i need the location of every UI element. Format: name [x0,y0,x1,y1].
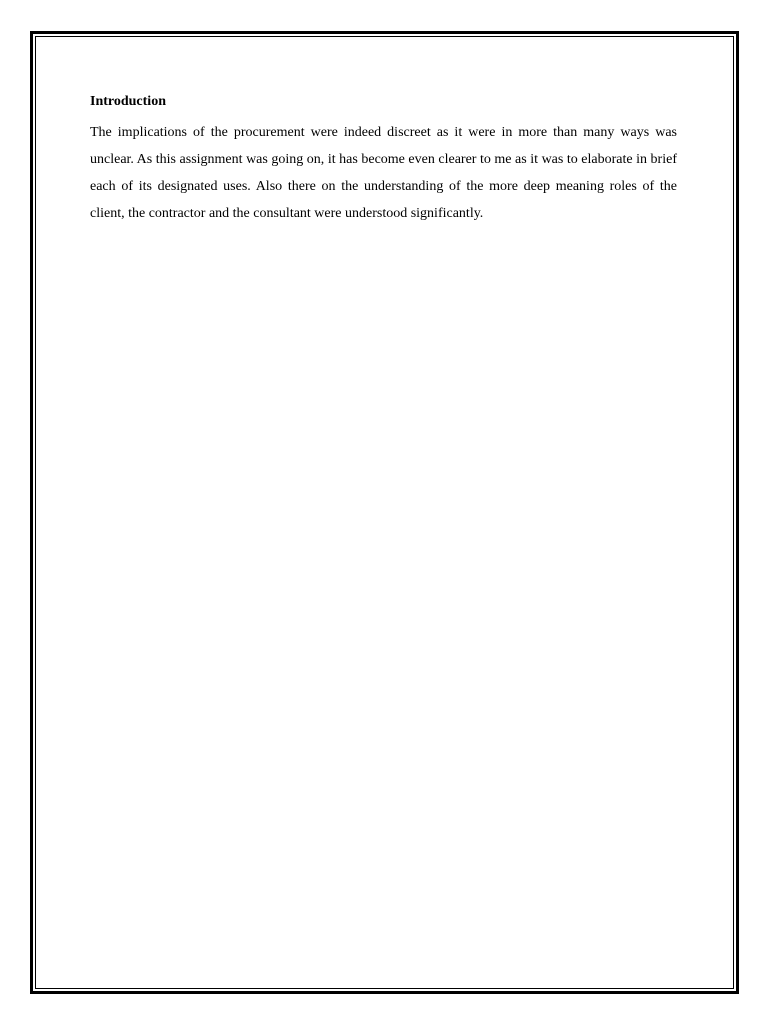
section-heading: Introduction [90,94,166,109]
document-body [90,93,677,227]
body-paragraph: The implications of the procurement were indeed discreet as it were in more than many ways was unclear. As this assignment was going on, it has become even clearer to me as it was to elaborate in brief each of its designated uses. Also there on the understanding of the more deep meaning roles of the client, the contractor and the consultant were understood significantly. [90,125,677,221]
